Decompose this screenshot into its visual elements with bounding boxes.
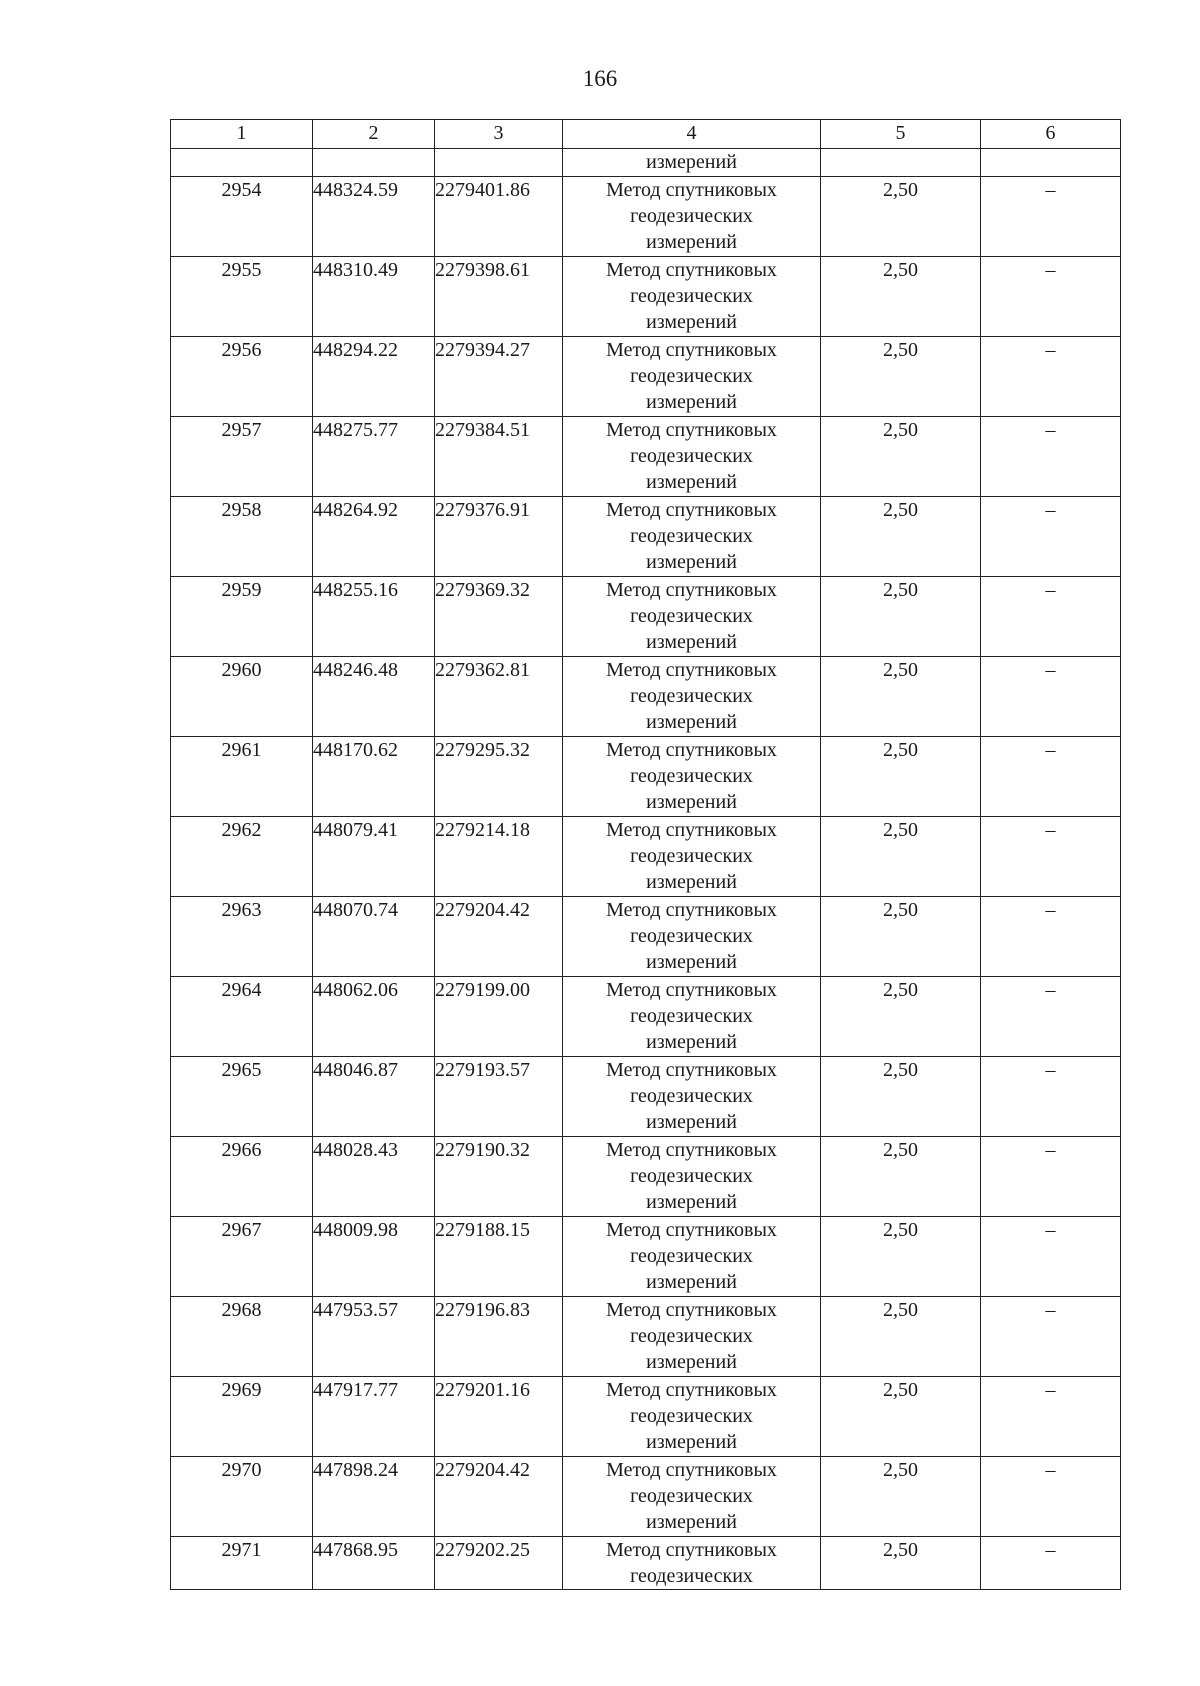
table-row xyxy=(171,177,1121,257)
method-line: Метод спутниковых xyxy=(606,1299,777,1321)
table-row xyxy=(171,257,1121,337)
accuracy-cell: 2,50 xyxy=(821,1537,981,1590)
empty-cell xyxy=(981,149,1121,177)
y-coordinate-cell: 2279214.18 xyxy=(435,817,563,897)
table-row xyxy=(171,577,1121,657)
x-coordinate-cell: 447953.57 xyxy=(313,1297,435,1377)
point-number-cell: 2965 xyxy=(171,1057,313,1137)
y-coordinate-cell: 2279199.00 xyxy=(435,977,563,1057)
method-line: геодезических xyxy=(630,845,753,867)
note-cell: – xyxy=(981,1057,1121,1137)
method-line: геодезических xyxy=(630,1485,753,1507)
method-line: измерений xyxy=(646,791,737,813)
table-row xyxy=(171,497,1121,577)
continuation-text: измерений xyxy=(563,149,821,177)
note-cell: – xyxy=(981,657,1121,737)
note-cell: – xyxy=(981,417,1121,497)
method-cell xyxy=(563,577,821,657)
accuracy-cell: 2,50 xyxy=(821,657,981,737)
method-line: измерений xyxy=(646,471,737,493)
point-number-cell: 2970 xyxy=(171,1457,313,1537)
point-number-cell: 2968 xyxy=(171,1297,313,1377)
table-row xyxy=(171,1537,1121,1590)
method-line: геодезических xyxy=(630,685,753,707)
accuracy-cell: 2,50 xyxy=(821,497,981,577)
method-cell xyxy=(563,1457,821,1537)
method-line: геодезических xyxy=(630,1005,753,1027)
method-line: геодезических xyxy=(630,525,753,547)
method-cell xyxy=(563,1377,821,1457)
x-coordinate-cell: 448264.92 xyxy=(313,497,435,577)
method-line: Метод спутниковых xyxy=(606,739,777,761)
method-line: измерений xyxy=(646,871,737,893)
accuracy-cell: 2,50 xyxy=(821,1217,981,1297)
accuracy-cell: 2,50 xyxy=(821,737,981,817)
method-cell xyxy=(563,737,821,817)
note-cell: – xyxy=(981,1297,1121,1377)
method-line: измерений xyxy=(646,1431,737,1453)
x-coordinate-cell: 448079.41 xyxy=(313,817,435,897)
method-line: Метод спутниковых xyxy=(606,659,777,681)
accuracy-cell: 2,50 xyxy=(821,1297,981,1377)
point-number-cell: 2956 xyxy=(171,337,313,417)
method-line: Метод спутниковых xyxy=(606,339,777,361)
point-number-cell: 2954 xyxy=(171,177,313,257)
note-cell: – xyxy=(981,977,1121,1057)
column-header: 1 xyxy=(171,120,313,149)
accuracy-cell: 2,50 xyxy=(821,257,981,337)
method-line: геодезических xyxy=(630,1405,753,1427)
method-cell xyxy=(563,177,821,257)
point-number-cell: 2959 xyxy=(171,577,313,657)
method-line: Метод спутниковых xyxy=(606,979,777,1001)
table-row xyxy=(171,657,1121,737)
method-line: измерений xyxy=(646,311,737,333)
x-coordinate-cell: 448009.98 xyxy=(313,1217,435,1297)
y-coordinate-cell: 2279202.25 xyxy=(435,1537,563,1590)
y-coordinate-cell: 2279295.32 xyxy=(435,737,563,817)
point-number-cell: 2958 xyxy=(171,497,313,577)
x-coordinate-cell: 448046.87 xyxy=(313,1057,435,1137)
method-line: Метод спутниковых xyxy=(606,179,777,201)
header-row xyxy=(171,120,1121,149)
column-header: 5 xyxy=(821,120,981,149)
note-cell: – xyxy=(981,1457,1121,1537)
method-cell xyxy=(563,1137,821,1217)
method-cell xyxy=(563,417,821,497)
accuracy-cell: 2,50 xyxy=(821,417,981,497)
method-line: геодезических xyxy=(630,1085,753,1107)
method-line: геодезических xyxy=(630,365,753,387)
method-line: Метод спутниковых xyxy=(606,579,777,601)
column-header: 3 xyxy=(435,120,563,149)
note-cell: – xyxy=(981,1137,1121,1217)
point-number-cell: 2957 xyxy=(171,417,313,497)
method-cell xyxy=(563,337,821,417)
x-coordinate-cell: 448255.16 xyxy=(313,577,435,657)
note-cell: – xyxy=(981,497,1121,577)
method-line: измерений xyxy=(646,1111,737,1133)
column-header: 2 xyxy=(313,120,435,149)
method-line: измерений xyxy=(646,1191,737,1213)
method-cell xyxy=(563,817,821,897)
method-cell xyxy=(563,1217,821,1297)
accuracy-cell: 2,50 xyxy=(821,817,981,897)
coordinates-table xyxy=(170,119,1121,1590)
x-coordinate-cell: 448062.06 xyxy=(313,977,435,1057)
method-cell xyxy=(563,497,821,577)
method-line: геодезических xyxy=(630,765,753,787)
y-coordinate-cell: 2279190.32 xyxy=(435,1137,563,1217)
table-row xyxy=(171,417,1121,497)
column-header: 4 xyxy=(563,120,821,149)
accuracy-cell: 2,50 xyxy=(821,337,981,417)
x-coordinate-cell: 448170.62 xyxy=(313,737,435,817)
y-coordinate-cell: 2279201.16 xyxy=(435,1377,563,1457)
note-cell: – xyxy=(981,257,1121,337)
method-cell xyxy=(563,977,821,1057)
note-cell: – xyxy=(981,577,1121,657)
point-number-cell: 2967 xyxy=(171,1217,313,1297)
empty-cell xyxy=(435,149,563,177)
table-row xyxy=(171,1137,1121,1217)
page-number: 166 xyxy=(582,66,618,91)
accuracy-cell: 2,50 xyxy=(821,897,981,977)
accuracy-cell: 2,50 xyxy=(821,1457,981,1537)
y-coordinate-cell: 2279394.27 xyxy=(435,337,563,417)
point-number-cell: 2962 xyxy=(171,817,313,897)
x-coordinate-cell: 448294.22 xyxy=(313,337,435,417)
table-row xyxy=(171,1297,1121,1377)
empty-cell xyxy=(821,149,981,177)
method-line: Метод спутниковых xyxy=(606,1219,777,1241)
x-coordinate-cell: 448324.59 xyxy=(313,177,435,257)
table-row xyxy=(171,737,1121,817)
point-number-cell: 2963 xyxy=(171,897,313,977)
method-line: Метод спутниковых xyxy=(606,499,777,521)
method-line: геодезических xyxy=(630,445,753,467)
point-number-cell: 2971 xyxy=(171,1537,313,1590)
method-line: Метод спутниковых xyxy=(606,1539,777,1561)
method-line: Метод спутниковых xyxy=(606,1059,777,1081)
method-line: Метод спутниковых xyxy=(606,419,777,441)
y-coordinate-cell: 2279196.83 xyxy=(435,1297,563,1377)
point-number-cell: 2964 xyxy=(171,977,313,1057)
empty-cell xyxy=(313,149,435,177)
method-line: геодезических xyxy=(630,205,753,227)
method-cell xyxy=(563,1537,821,1590)
note-cell: – xyxy=(981,1537,1121,1590)
method-line: измерений xyxy=(646,1511,737,1533)
note-cell: – xyxy=(981,1377,1121,1457)
method-line: измерений xyxy=(646,391,737,413)
method-cell xyxy=(563,657,821,737)
table-row xyxy=(171,1217,1121,1297)
x-coordinate-cell: 448070.74 xyxy=(313,897,435,977)
y-coordinate-cell: 2279398.61 xyxy=(435,257,563,337)
method-line: измерений xyxy=(646,1031,737,1053)
y-coordinate-cell: 2279384.51 xyxy=(435,417,563,497)
method-line: геодезических xyxy=(630,1325,753,1347)
note-cell: – xyxy=(981,337,1121,417)
x-coordinate-cell: 448246.48 xyxy=(313,657,435,737)
method-line: геодезических xyxy=(630,605,753,627)
method-line: Метод спутниковых xyxy=(606,819,777,841)
table-row xyxy=(171,817,1121,897)
accuracy-cell: 2,50 xyxy=(821,1057,981,1137)
table-row xyxy=(171,1457,1121,1537)
y-coordinate-cell: 2279401.86 xyxy=(435,177,563,257)
table-row xyxy=(171,897,1121,977)
y-coordinate-cell: 2279204.42 xyxy=(435,897,563,977)
x-coordinate-cell: 447868.95 xyxy=(313,1537,435,1590)
method-line: Метод спутниковых xyxy=(606,259,777,281)
point-number-cell: 2966 xyxy=(171,1137,313,1217)
x-coordinate-cell: 448028.43 xyxy=(313,1137,435,1217)
method-line: Метод спутниковых xyxy=(606,1139,777,1161)
method-line: измерений xyxy=(646,631,737,653)
y-coordinate-cell: 2279188.15 xyxy=(435,1217,563,1297)
y-coordinate-cell: 2279204.42 xyxy=(435,1457,563,1537)
method-line: геодезических xyxy=(630,1565,753,1587)
accuracy-cell: 2,50 xyxy=(821,1137,981,1217)
note-cell: – xyxy=(981,737,1121,817)
empty-cell xyxy=(171,149,313,177)
method-line: измерений xyxy=(646,1351,737,1373)
continuation-row xyxy=(171,149,1121,177)
method-line: измерений xyxy=(646,231,737,253)
method-cell xyxy=(563,1297,821,1377)
method-line: Метод спутниковых xyxy=(606,1379,777,1401)
method-line: измерений xyxy=(646,951,737,973)
method-line: геодезических xyxy=(630,1165,753,1187)
method-line: измерений xyxy=(646,1271,737,1293)
method-line: Метод спутниковых xyxy=(606,899,777,921)
point-number-cell: 2955 xyxy=(171,257,313,337)
method-line: геодезических xyxy=(630,1245,753,1267)
accuracy-cell: 2,50 xyxy=(821,177,981,257)
method-cell xyxy=(563,1057,821,1137)
method-cell xyxy=(563,897,821,977)
x-coordinate-cell: 447898.24 xyxy=(313,1457,435,1537)
table-row xyxy=(171,1057,1121,1137)
point-number-cell: 2969 xyxy=(171,1377,313,1457)
method-line: измерений xyxy=(646,711,737,733)
accuracy-cell: 2,50 xyxy=(821,977,981,1057)
method-cell xyxy=(563,257,821,337)
note-cell: – xyxy=(981,177,1121,257)
table-row xyxy=(171,337,1121,417)
method-line: геодезических xyxy=(630,285,753,307)
table-row xyxy=(171,977,1121,1057)
point-number-cell: 2961 xyxy=(171,737,313,817)
y-coordinate-cell: 2279369.32 xyxy=(435,577,563,657)
method-line: Метод спутниковых xyxy=(606,1459,777,1481)
note-cell: – xyxy=(981,897,1121,977)
method-line: измерений xyxy=(646,551,737,573)
x-coordinate-cell: 447917.77 xyxy=(313,1377,435,1457)
note-cell: – xyxy=(981,817,1121,897)
point-number-cell: 2960 xyxy=(171,657,313,737)
note-cell: – xyxy=(981,1217,1121,1297)
x-coordinate-cell: 448275.77 xyxy=(313,417,435,497)
y-coordinate-cell: 2279362.81 xyxy=(435,657,563,737)
x-coordinate-cell: 448310.49 xyxy=(313,257,435,337)
method-line: геодезических xyxy=(630,925,753,947)
accuracy-cell: 2,50 xyxy=(821,577,981,657)
y-coordinate-cell: 2279193.57 xyxy=(435,1057,563,1137)
table-row xyxy=(171,1377,1121,1457)
column-header: 6 xyxy=(981,120,1121,149)
accuracy-cell: 2,50 xyxy=(821,1377,981,1457)
y-coordinate-cell: 2279376.91 xyxy=(435,497,563,577)
